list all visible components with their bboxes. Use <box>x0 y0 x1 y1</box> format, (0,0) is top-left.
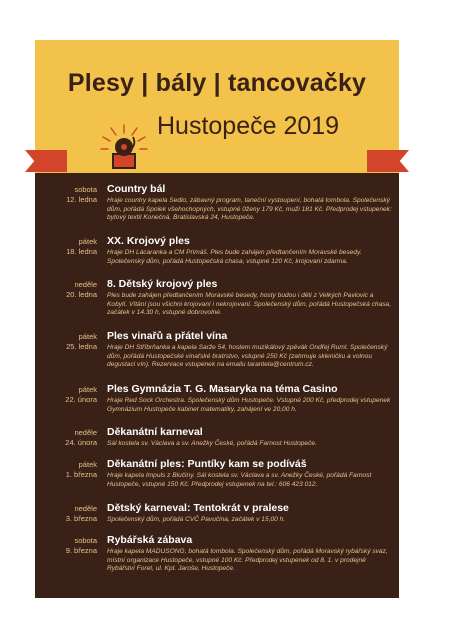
event-day: sobota <box>74 185 97 194</box>
event-day: pátek <box>78 460 97 469</box>
event-date <box>35 504 97 524</box>
event-date <box>35 428 97 448</box>
poster-title: Plesy | bály | tancovačky <box>67 69 367 97</box>
event-date-value: 18. ledna <box>66 247 97 256</box>
event-date-value: 9. března <box>65 546 97 555</box>
poster <box>35 40 399 598</box>
event-title: Country bál <box>107 183 166 195</box>
poster-header <box>35 40 399 173</box>
event-description: Hraje kapela Impuls z Blučiny. Sál kostela sv. Václava a sv. Anežky České, pořádá Farnost Hustopeče, vstupné 150 Kč. Předprodej vstupenek na tel.: 606 423 012. <box>107 472 372 488</box>
event-description: Hraje Red Sock Orchestra. Společenský dům Hustopeče. Vstupné 200 Kč, předprodej vstupenek Gymnázium Hustopeče kabinet matematiky, zahájení ve 20,00 h. <box>107 397 391 413</box>
event-description: Hraje DH Stříbrňanka a kapela Sarže 54, hostem muzikálový zpěvák Ondřej Ruml. Společenský dům, pořádá Hustopečské vinařské bratrstvo, vstupné 250 Kč (zahrnuje skleničku a volnou degustaci vín). Rezervace vstupenek na emailu tarantela@centrum.cz. <box>107 344 388 369</box>
event-description: Hraje DH Lácaranka a CM Primáš. Ples bude zahájen předtančením Moravské besedy. Společenský dům, pořádá Hustopečská chasa, vstupné 120 Kč, krojovaní zdarma. <box>107 249 362 265</box>
event-date <box>35 536 97 556</box>
event-date-value: 24. února <box>65 438 97 447</box>
event-date <box>35 460 97 480</box>
event-description: Hraje kapela MADUSONG, bohatá tombola. Společenský dům, pořádá Moravský rybářský svaz, místní organizace Hustopeče, vstupné 100 Kč. Předprodej vstupenek od 8. 1. v prodejně Rybářství Foret, ul. Kpt. Jaroše, Hustopeče. <box>107 548 388 573</box>
event-title: Dětský karneval: Tentokrát v pralese <box>107 502 289 514</box>
poster-subtitle: Hustopeče 2019 <box>157 112 340 140</box>
ribbon-right <box>367 150 409 172</box>
event-date-value: 12. ledna <box>66 195 97 204</box>
event-title: Ples Gymnázia T. G. Masaryka na téma Casino <box>107 383 338 395</box>
event-title: Rybářská zábava <box>107 534 193 546</box>
event-date <box>35 185 97 205</box>
event-date <box>35 280 97 300</box>
event-day: pátek <box>78 237 97 246</box>
gramophone-icon <box>99 123 149 171</box>
event-date <box>35 332 97 352</box>
event-date-value: 3. března <box>65 514 97 523</box>
event-day: neděle <box>74 504 97 513</box>
event-date-value: 20. ledna <box>66 290 97 299</box>
event-date-value: 22. února <box>65 395 97 404</box>
event-description: Společenský dům, pořádá CVČ Pavučina, začátek v 15,00 h. <box>107 516 286 523</box>
event-title: Děkanátní karneval <box>107 426 203 438</box>
ribbon-left <box>25 150 67 172</box>
event-day: neděle <box>74 280 97 289</box>
event-date <box>35 237 97 257</box>
event-day: pátek <box>78 385 97 394</box>
event-date-value: 25. ledna <box>66 342 97 351</box>
event-day: neděle <box>74 428 97 437</box>
event-description: Ples bude zahájen předtančením Moravské besedy, hosty budou i děti z Velkých Pavlovic a Kobylí. Vítání jsou všichni krojovaní i nekrojovaní. Společenský dům, pořádá Hustopečská chasa, začátek v 14.30 h, vstupné dobrovolné. <box>107 292 392 317</box>
event-date-value: 1. března <box>65 470 97 479</box>
event-title: 8. Dětský krojový ples <box>107 278 218 290</box>
event-day: sobota <box>74 536 97 545</box>
event-date <box>35 385 97 405</box>
event-title: Děkanátní ples: Puntíky kam se podíváš <box>107 458 307 470</box>
event-day: pátek <box>78 332 97 341</box>
event-title: Ples vinařů a přátel vína <box>107 330 228 342</box>
event-description: Hraje country kapela Sedlo, zábavný program, taneční vystoupení, bohatá tombola. Společenský dům, pořádá Spolek všehochopných, vstupné 0ženy 179 Kč, muži 181 Kč. Předprodej vstupenek: bytový textil Konečná, Bratislavská 24, Hustopeče. <box>107 197 392 222</box>
event-description: Sál kostela sv. Václava a sv. Anežky České, pořádá Farnost Hustopeče. <box>107 440 317 447</box>
event-title: XX. Krojový ples <box>107 235 190 247</box>
